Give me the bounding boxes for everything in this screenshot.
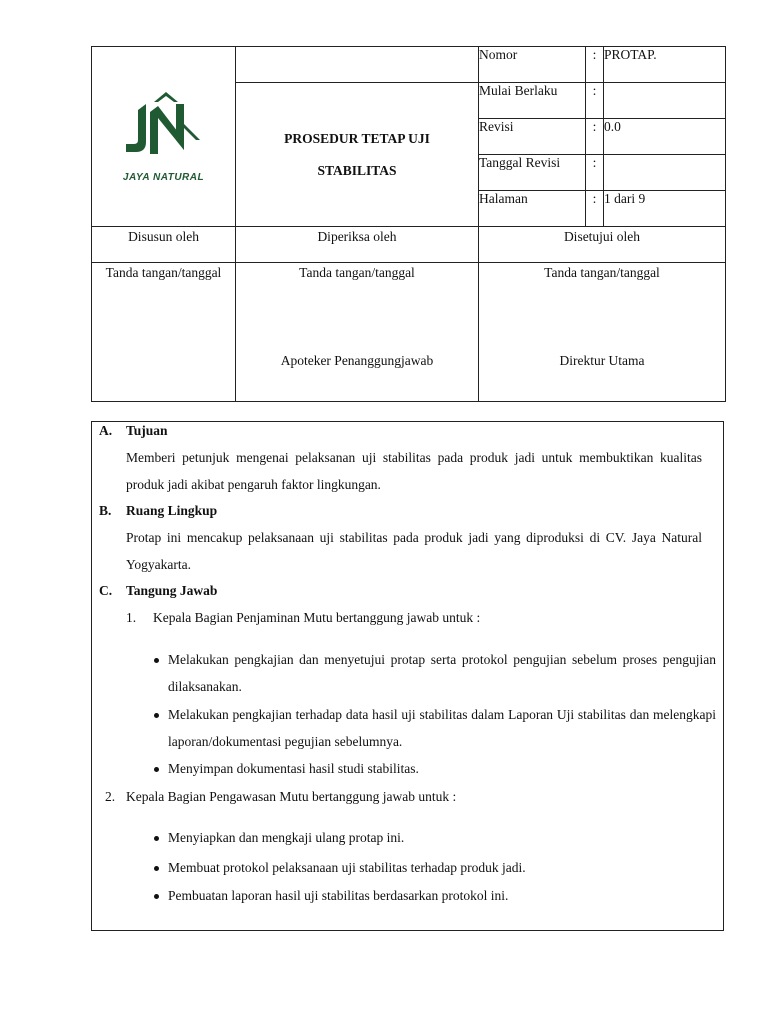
meta-sep-0: : — [586, 47, 604, 83]
section-title: Ruang Lingkup — [126, 503, 218, 518]
item-1-bullet-2: Melakukan pengkajian terhadap data hasil uji stabilitas dalam Laporan Uji stabilitas dan melengkapi laporan/dokumentasi pegujian sebelumnya. — [168, 707, 716, 749]
blank-title-top — [236, 47, 479, 83]
signature-cell-2 — [236, 263, 479, 402]
meta-sep-2: : — [586, 119, 604, 155]
bullet-icon — [154, 713, 159, 718]
meta-sep-3: : — [586, 155, 604, 191]
bullet-icon — [154, 894, 159, 899]
item-2-bullet-3: Pembuatan laporan hasil uji stabilitas berdasarkan protokol ini. — [168, 888, 509, 903]
document-title — [236, 83, 479, 227]
item-1-bullet-1: Melakukan pengkajian dan menyetujui protap serta protokol pengujian sebelum proses pengujian dilaksanakan. — [168, 652, 716, 694]
item-1-number: 1. — [126, 610, 137, 625]
role-disusun: Disusun oleh — [92, 227, 236, 263]
document-header — [91, 46, 725, 404]
meta-label-4: Halaman — [479, 191, 586, 227]
item-2-number: 2. — [105, 789, 116, 804]
sign-label: Tanda tangan/tanggal — [299, 265, 415, 280]
meta-value-2: 0.0 — [604, 119, 726, 155]
role-diperiksa: Diperiksa oleh — [236, 227, 479, 263]
meta-value-3 — [604, 155, 726, 191]
section-title: Tujuan — [126, 423, 168, 438]
bullet-icon — [154, 836, 159, 841]
role-disetujui: Disetujui oleh — [479, 227, 726, 263]
meta-label-0: Nomor — [479, 47, 586, 83]
meta-value-4: 1 dari 9 — [604, 191, 726, 227]
title-line-1: PROSEDUR TETAP UJI — [284, 130, 430, 146]
item-2-bullet-1: Menyiapkan dan mengkaji ulang protap ini. — [168, 830, 405, 845]
bullet-icon — [154, 866, 159, 871]
sign-label: Tanda tangan/tanggal — [105, 265, 222, 280]
meta-label-2: Revisi — [479, 119, 586, 155]
title-line-2: STABILITAS — [317, 162, 397, 178]
signature-cell-1 — [92, 263, 236, 402]
bullet-icon — [154, 767, 159, 772]
procedure-body — [91, 421, 724, 931]
bullet-icon — [154, 658, 159, 663]
section-title: Tangung Jawab — [126, 583, 218, 598]
header-table — [91, 46, 726, 402]
sign-label: Tanda tangan/tanggal — [544, 265, 660, 280]
meta-value-1 — [604, 83, 726, 119]
logo-cell — [92, 47, 236, 227]
section-b-text: Protap ini mencakup pelaksanaan uji stabilitas pada produk jadi yang diproduksi di CV. Jaya Natural Yogyakarta. — [126, 530, 702, 572]
company-logo — [92, 90, 235, 183]
meta-sep-4: : — [586, 191, 604, 227]
meta-sep-1: : — [586, 83, 604, 119]
logo-text: JAYA NATURAL — [122, 172, 205, 183]
signature-cell-3 — [479, 263, 726, 402]
item-2-bullet-2: Membuat protokol pelaksanaan uji stabilitas terhadap produk jadi. — [168, 860, 526, 875]
item-1-text: Kepala Bagian Penjaminan Mutu bertanggung jawab untuk : — [153, 610, 481, 625]
section-letter: B. — [99, 503, 112, 518]
item-2-text: Kepala Bagian Pengawasan Mutu bertanggung jawab untuk : — [126, 789, 457, 804]
meta-value-0: PROTAP. — [604, 47, 726, 83]
signer-apoteker: Apoteker Penanggungjawab — [280, 353, 434, 368]
section-a-text: Memberi petunjuk mengenai pelaksanan uji stabilitas pada produk jadi untuk membuktikan kualitas produk jadi akibat pengaruh faktor lingkungan. — [126, 450, 702, 492]
section-letter: A. — [99, 423, 113, 438]
signer-direktur: Direktur Utama — [559, 353, 645, 368]
jn-logo-icon — [116, 90, 212, 174]
meta-label-3: Tanggal Revisi — [479, 155, 586, 191]
section-letter: C. — [99, 583, 113, 598]
item-1-bullet-3: Menyimpan dokumentasi hasil studi stabilitas. — [168, 761, 419, 776]
meta-label-1: Mulai Berlaku — [479, 83, 586, 119]
